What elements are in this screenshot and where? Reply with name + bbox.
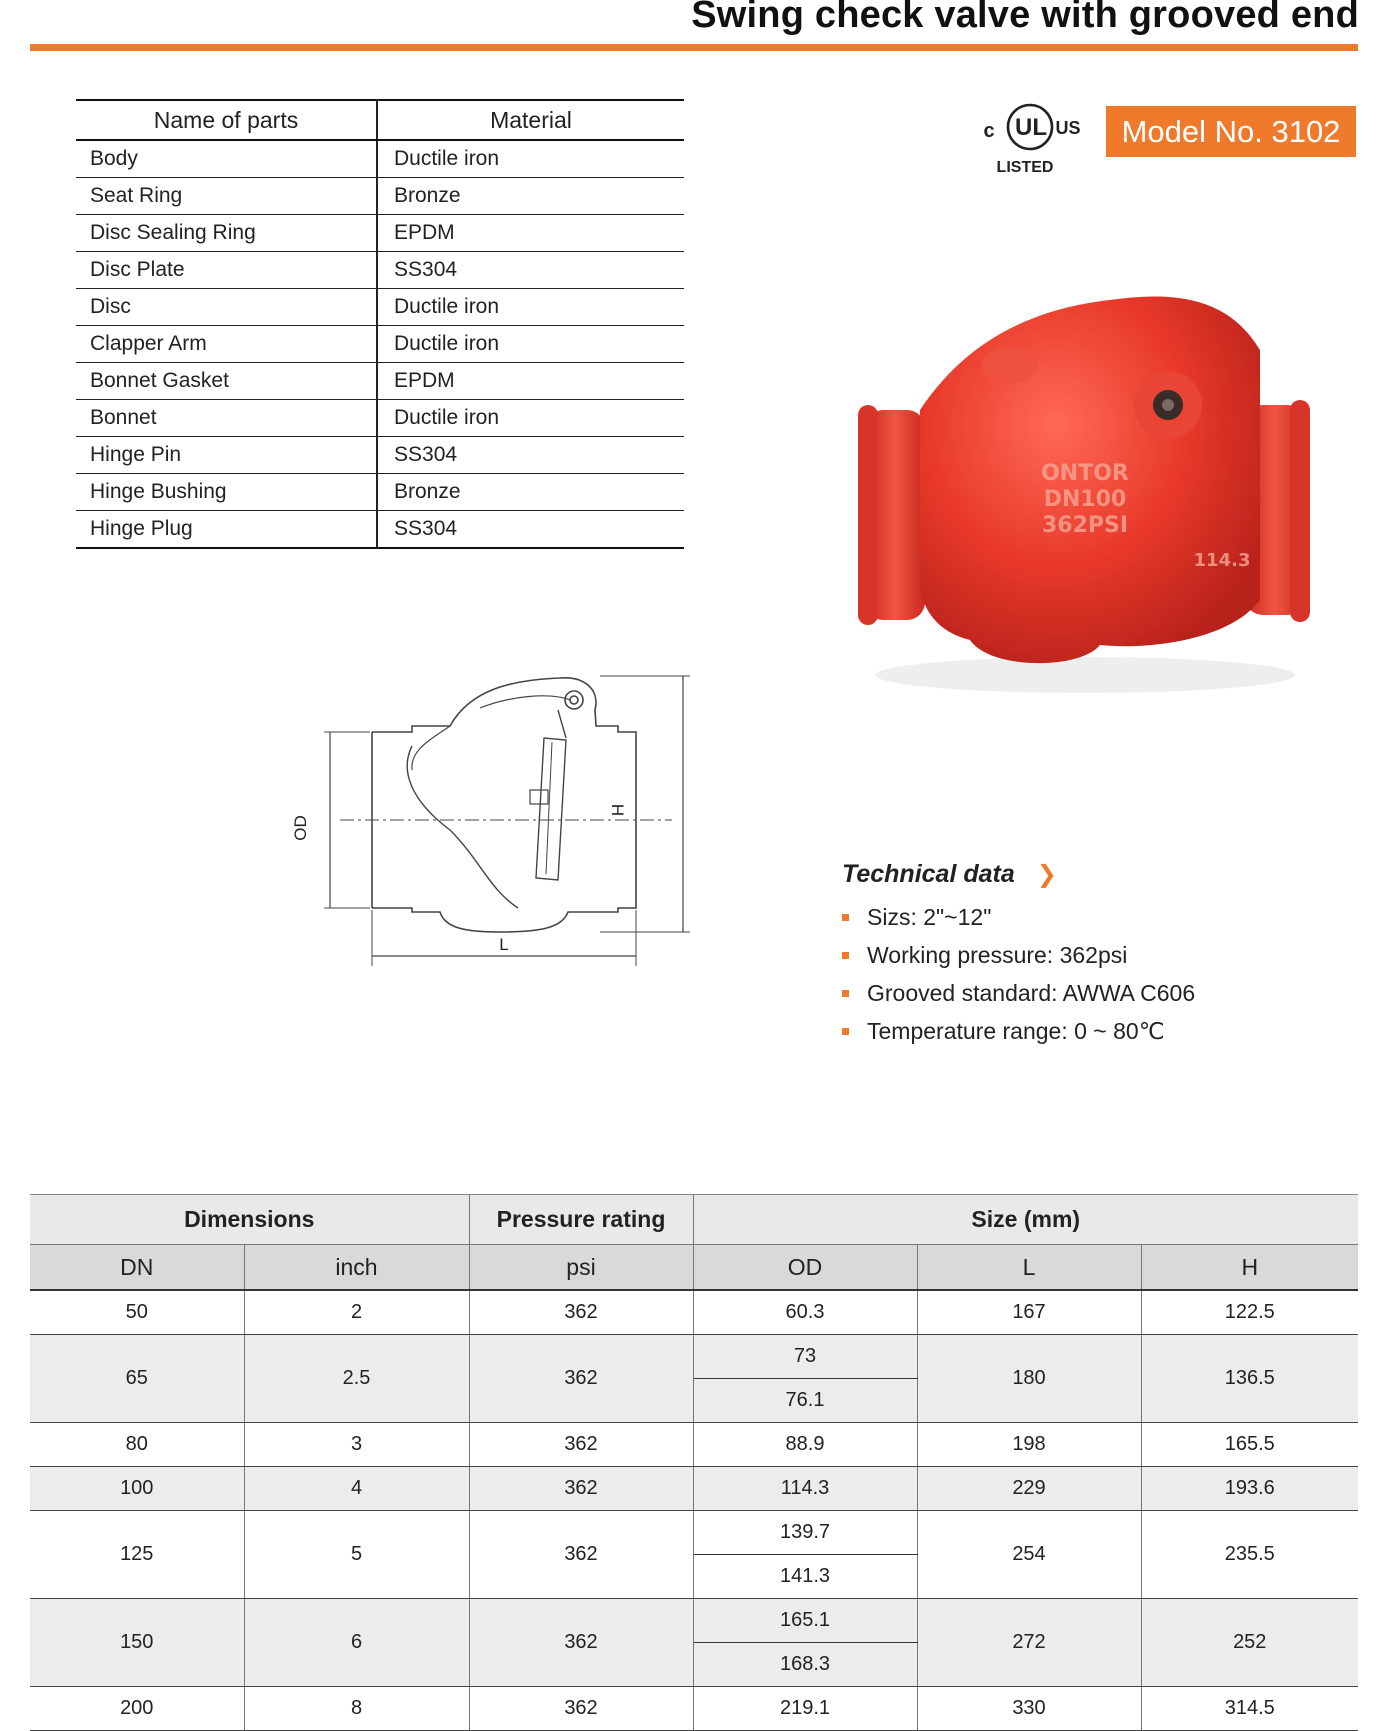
parts-table-row — [76, 178, 684, 215]
chevron-right-icon: ❯ — [1036, 860, 1057, 888]
dimension-table-row — [30, 1467, 1358, 1511]
valve-section-drawing — [291, 660, 700, 970]
part-name: Hinge Plug — [76, 511, 377, 549]
parts-table-row — [76, 252, 684, 289]
od-cell: 76.1 — [693, 1379, 917, 1423]
bullet-square-icon — [842, 914, 849, 921]
technical-data-heading — [842, 858, 1342, 890]
photo-marking-line-2: DN100 — [1043, 487, 1127, 512]
column-header-l: L — [917, 1245, 1141, 1291]
column-header-dn: DN — [30, 1245, 244, 1291]
column-header-od: OD — [693, 1245, 917, 1291]
parts-header-name: Name of parts — [76, 100, 377, 140]
part-material: Bronze — [377, 178, 684, 215]
ul-right: US — [1055, 118, 1081, 138]
inch-cell: 2.5 — [244, 1335, 469, 1423]
psi-cell: 362 — [469, 1599, 693, 1687]
od-cell: 73 — [693, 1335, 917, 1379]
part-material: EPDM — [377, 215, 684, 252]
technical-data-item — [842, 974, 1342, 1012]
l-cell: 330 — [917, 1687, 1141, 1731]
parts-table-row — [76, 400, 684, 437]
inch-cell: 3 — [244, 1423, 469, 1467]
part-name: Bonnet — [76, 400, 377, 437]
h-cell: 136.5 — [1141, 1335, 1358, 1423]
h-cell: 193.6 — [1141, 1467, 1358, 1511]
inch-cell: 2 — [244, 1290, 469, 1335]
photo-marking-line-3: 362PSI — [1041, 513, 1129, 538]
dimension-column-header-row — [30, 1245, 1358, 1291]
inch-cell: 5 — [244, 1511, 469, 1599]
dimension-table-row — [30, 1511, 1358, 1555]
dn-cell: 150 — [30, 1599, 244, 1687]
bullet-square-icon — [842, 1028, 849, 1035]
parts-table-row — [76, 289, 684, 326]
psi-cell: 362 — [469, 1335, 693, 1423]
dn-cell: 80 — [30, 1423, 244, 1467]
parts-table-row — [76, 511, 684, 549]
parts-header-material: Material — [377, 100, 684, 140]
technical-data-item — [842, 936, 1342, 974]
part-material: Ductile iron — [377, 400, 684, 437]
l-cell: 198 — [917, 1423, 1141, 1467]
h-cell: 122.5 — [1141, 1290, 1358, 1335]
part-name: Hinge Pin — [76, 437, 377, 474]
l-cell: 180 — [917, 1335, 1141, 1423]
technical-data-item-text: Sizs: 2"~12" — [867, 903, 992, 930]
dimension-table-row — [30, 1687, 1358, 1731]
od-cell: 139.7 — [693, 1511, 917, 1555]
dimension-table-row — [30, 1423, 1358, 1467]
bullet-square-icon — [842, 952, 849, 959]
drawing-label-l: L — [499, 935, 509, 954]
column-header-inch: inch — [244, 1245, 469, 1291]
technical-data-item — [842, 898, 1342, 936]
part-material: SS304 — [377, 511, 684, 549]
od-cell: 219.1 — [693, 1687, 917, 1731]
model-badge: Model No. 3102 — [1106, 106, 1356, 157]
inch-cell: 4 — [244, 1467, 469, 1511]
od-cell: 114.3 — [693, 1467, 917, 1511]
part-name: Hinge Bushing — [76, 474, 377, 511]
technical-data-item-text: Grooved standard: AWWA C606 — [867, 979, 1196, 1006]
od-cell: 60.3 — [693, 1290, 917, 1335]
part-material: SS304 — [377, 252, 684, 289]
technical-data-item-text: Temperature range: 0 ~ 80℃ — [867, 1017, 1165, 1044]
parts-table-row — [76, 437, 684, 474]
page-title: Swing check valve with grooved end — [691, 0, 1359, 36]
bullet-square-icon — [842, 990, 849, 997]
od-cell: 88.9 — [693, 1423, 917, 1467]
group-header-dimensions: Dimensions — [30, 1195, 469, 1245]
dn-cell: 100 — [30, 1467, 244, 1511]
psi-cell: 362 — [469, 1467, 693, 1511]
l-cell: 167 — [917, 1290, 1141, 1335]
part-name: Disc Plate — [76, 252, 377, 289]
parts-table-header — [76, 100, 684, 140]
dimension-group-header-row — [30, 1195, 1358, 1245]
inch-cell: 8 — [244, 1687, 469, 1731]
ul-listed-icon — [980, 97, 1080, 179]
part-name: Disc — [76, 289, 377, 326]
dimension-table-row — [30, 1335, 1358, 1379]
ul-mark: UL — [1015, 114, 1047, 141]
part-material: Ductile iron — [377, 289, 684, 326]
drawing-label-od: OD — [291, 815, 310, 841]
part-material: Ductile iron — [377, 140, 684, 178]
title-divider — [30, 44, 1358, 51]
photo-marking-line-1: ONTOR — [1041, 461, 1129, 486]
parts-table-row — [76, 363, 684, 400]
part-name: Clapper Arm — [76, 326, 377, 363]
photo-size-marking: 114.3 — [1193, 550, 1251, 571]
h-cell: 314.5 — [1141, 1687, 1358, 1731]
h-cell: 165.5 — [1141, 1423, 1358, 1467]
parts-table — [76, 99, 684, 549]
part-material: SS304 — [377, 437, 684, 474]
ul-left: c — [983, 120, 995, 142]
dn-cell: 50 — [30, 1290, 244, 1335]
drawing-label-h: H — [608, 803, 627, 817]
l-cell: 254 — [917, 1511, 1141, 1599]
part-name: Seat Ring — [76, 178, 377, 215]
inch-cell: 6 — [244, 1599, 469, 1687]
group-header-pressure: Pressure rating — [469, 1195, 693, 1245]
psi-cell: 362 — [469, 1290, 693, 1335]
psi-cell: 362 — [469, 1423, 693, 1467]
parts-table-row — [76, 326, 684, 363]
l-cell: 229 — [917, 1467, 1141, 1511]
technical-data-section — [842, 858, 1342, 1050]
part-material: Bronze — [377, 474, 684, 511]
dimension-table — [30, 1194, 1358, 1731]
valve-product-photo — [850, 280, 1320, 700]
od-cell: 168.3 — [693, 1643, 917, 1687]
technical-data-item — [842, 1012, 1342, 1050]
column-header-psi: psi — [469, 1245, 693, 1291]
dn-cell: 200 — [30, 1687, 244, 1731]
part-name: Disc Sealing Ring — [76, 215, 377, 252]
ul-caption: LISTED — [996, 159, 1054, 176]
parts-table-row — [76, 140, 684, 178]
dn-cell: 125 — [30, 1511, 244, 1599]
od-cell: 165.1 — [693, 1599, 917, 1643]
psi-cell: 362 — [469, 1511, 693, 1599]
parts-table-row — [76, 474, 684, 511]
h-cell: 252 — [1141, 1599, 1358, 1687]
l-cell: 272 — [917, 1599, 1141, 1687]
h-cell: 235.5 — [1141, 1511, 1358, 1599]
part-name: Body — [76, 140, 377, 178]
psi-cell: 362 — [469, 1687, 693, 1731]
technical-data-item-text: Working pressure: 362psi — [867, 941, 1128, 968]
parts-table-row — [76, 215, 684, 252]
dimension-table-row — [30, 1599, 1358, 1643]
part-name: Bonnet Gasket — [76, 363, 377, 400]
part-material: EPDM — [377, 363, 684, 400]
dimension-table-row — [30, 1290, 1358, 1335]
column-header-h: H — [1141, 1245, 1358, 1291]
dn-cell: 65 — [30, 1335, 244, 1423]
od-cell: 141.3 — [693, 1555, 917, 1599]
technical-data-title: Technical data — [842, 859, 1015, 888]
part-material: Ductile iron — [377, 326, 684, 363]
technical-data-list — [842, 898, 1342, 1050]
group-header-size: Size (mm) — [693, 1195, 1358, 1245]
